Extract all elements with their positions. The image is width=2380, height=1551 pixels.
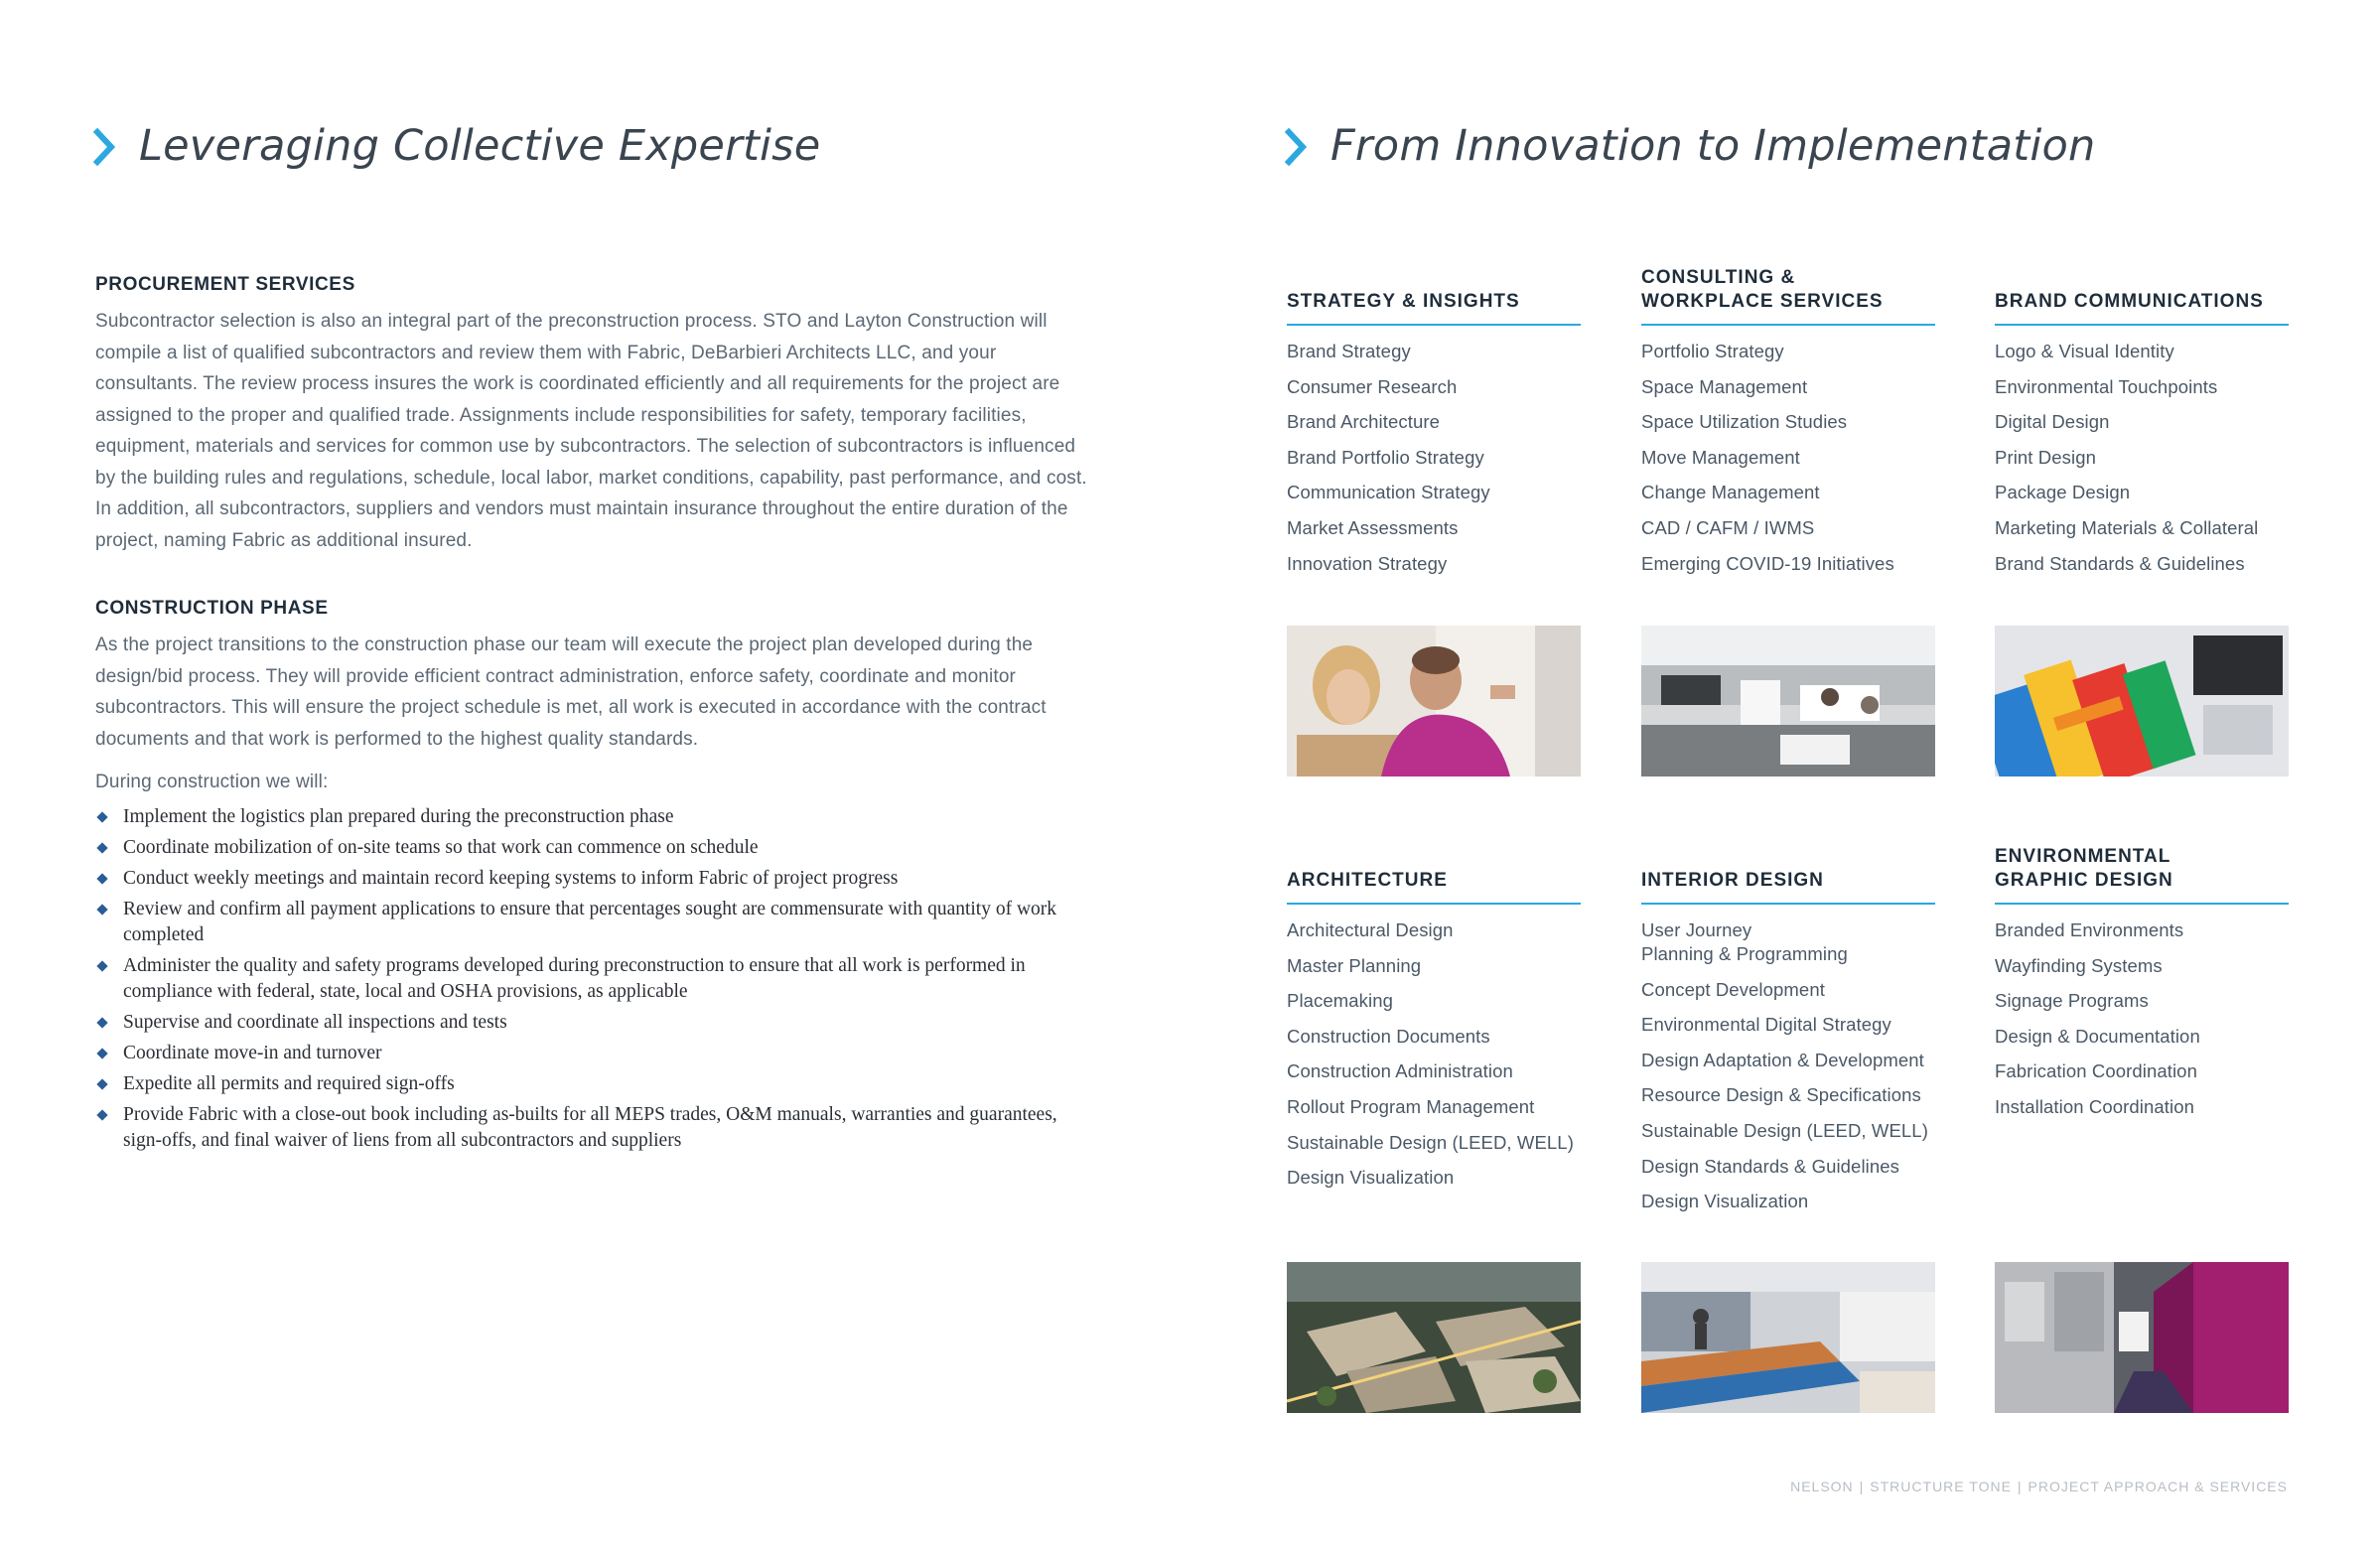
service-title: ARCHITECTURE: [1287, 870, 1448, 891]
service-strategy-insights: [1287, 266, 1581, 587]
service-item: Emerging COVID-19 Initiatives: [1641, 552, 1894, 574]
service-item: Design Visualization: [1641, 1191, 1809, 1212]
service-item: Digital Design: [1995, 411, 2110, 433]
service-item: Communication Strategy: [1287, 482, 1490, 503]
left-heading-text: Leveraging Collective Expertise: [139, 121, 821, 171]
service-item: Brand Portfolio Strategy: [1287, 446, 1484, 468]
diamond-bullet-icon: [96, 1017, 107, 1028]
service-item: Branded Environments: [1995, 919, 2184, 940]
chevron-right-icon: [1285, 128, 1309, 166]
construction-during-intro: During construction we will:: [95, 772, 329, 792]
bullet-item: Administer the quality and safety programs developed during preconstruction to ensure that all work is performed in compliance with federal, state, local and OSHA provisions, as applicable: [95, 953, 1098, 1005]
footer-separator: |: [2017, 1479, 2023, 1494]
footer-section: PROJECT APPROACH & SERVICES: [2028, 1479, 2288, 1494]
photo-aerial-development: [1287, 1262, 1581, 1413]
service-item: Construction Documents: [1287, 1025, 1490, 1047]
service-title: STRATEGY & INSIGHTS: [1287, 291, 1520, 312]
service-item: Marketing Materials & Collateral: [1995, 516, 2259, 538]
service-item: Resource Design & Specifications: [1641, 1084, 1921, 1106]
diamond-bullet-icon: [96, 960, 107, 971]
diamond-bullet-icon: [96, 873, 107, 884]
footer-company: NELSON: [1790, 1479, 1854, 1494]
bullet-item: Coordinate move-in and turnover: [95, 1041, 1098, 1066]
photo-workplace-lounge: [1641, 626, 1935, 776]
service-list: [1995, 918, 2289, 1119]
service-item: Placemaking: [1287, 990, 1394, 1012]
diamond-bullet-icon: [96, 1078, 107, 1089]
service-item: Fabrication Coordination: [1995, 1060, 2197, 1082]
diamond-bullet-icon: [96, 811, 107, 822]
service-item: CAD / CAFM / IWMS: [1641, 516, 1815, 538]
service-item: Design Adaptation & Development: [1641, 1049, 1924, 1070]
service-consulting-workplace: [1641, 266, 1935, 587]
chevron-right-icon: [93, 128, 117, 166]
service-item: Architectural Design: [1287, 919, 1454, 940]
service-list: [1641, 340, 1935, 576]
service-item: Sustainable Design (LEED, WELL): [1641, 1119, 1928, 1141]
service-item: Design Standards & Guidelines: [1641, 1155, 1899, 1177]
service-item: Construction Administration: [1287, 1060, 1513, 1082]
service-item: Sustainable Design (LEED, WELL): [1287, 1131, 1574, 1153]
left-heading: [93, 121, 821, 171]
service-item: Logo & Visual Identity: [1995, 341, 2174, 361]
footer-separator: |: [1859, 1479, 1865, 1494]
bullet-item: Provide Fabric with a close-out book including as-builts for all MEPS trades, O&M manuals, warranties and guarantees, sign-offs, and final waiver of liens from all subcontractors and suppliers: [95, 1102, 1098, 1154]
service-item: Brand Architecture: [1287, 411, 1440, 433]
service-item: Change Management: [1641, 482, 1820, 503]
service-environmental-graphic-design: [1995, 845, 2289, 1131]
bullet-item: Review and confirm all payment applications to ensure that percentages sought are commensurate with quantity of work completed: [95, 897, 1098, 948]
service-item: Package Design: [1995, 482, 2131, 503]
service-item: Market Assessments: [1287, 516, 1459, 538]
service-item: Installation Coordination: [1995, 1095, 2194, 1117]
bullet-item: Implement the logistics plan prepared during the preconstruction phase: [95, 804, 1098, 830]
procurement-title: PROCUREMENT SERVICES: [95, 274, 355, 295]
service-item: Concept Development: [1641, 978, 1825, 1000]
service-item: Move Management: [1641, 446, 1800, 468]
construction-body: As the project transitions to the construction phase our team will execute the project plan developed during the design/bid process. They will provide efficient contract administration, enforce safety, coordinate and monitor subcontractors. This will ensure the project schedule is met, all work is executed in accordance with the contract documents and that work is performed to the highest quality standards.: [95, 634, 1047, 750]
service-title: CONSULTING & WORKPLACE SERVICES: [1641, 267, 1884, 312]
service-item: Rollout Program Management: [1287, 1095, 1535, 1117]
photo-graphic-corridor: [1995, 1262, 2289, 1413]
service-list: [1287, 340, 1581, 576]
service-item: Innovation Strategy: [1287, 552, 1448, 574]
page-footer: [1790, 1479, 2288, 1494]
service-item: Design & Documentation: [1995, 1025, 2200, 1047]
diamond-bullet-icon: [96, 904, 107, 915]
bullet-item: Coordinate mobilization of on-site teams so that work can commence on schedule: [95, 835, 1098, 861]
diamond-bullet-icon: [96, 1109, 107, 1120]
footer-partner: STRUCTURE TONE: [1870, 1479, 2012, 1494]
service-brand-communications: [1995, 266, 2289, 587]
right-heading-text: From Innovation to Implementation: [1330, 121, 2096, 171]
construction-title: CONSTRUCTION PHASE: [95, 598, 329, 619]
service-item: Design Visualization: [1287, 1167, 1455, 1189]
service-item: Portfolio Strategy: [1641, 341, 1784, 361]
service-item: Environmental Digital Strategy: [1641, 1014, 1891, 1036]
service-list: [1287, 918, 1581, 1190]
left-column: [95, 274, 1098, 1159]
service-item: Environmental Touchpoints: [1995, 375, 2218, 397]
photo-workshop-people: [1287, 626, 1581, 776]
service-item: Space Management: [1641, 375, 1808, 397]
service-title: INTERIOR DESIGN: [1641, 870, 1824, 891]
service-architecture: [1287, 845, 1581, 1201]
service-title: BRAND COMMUNICATIONS: [1995, 291, 2264, 312]
right-heading: [1285, 121, 2096, 171]
bullet-item: Conduct weekly meetings and maintain record keeping systems to inform Fabric of project progress: [95, 866, 1098, 892]
service-title: ENVIRONMENTAL GRAPHIC DESIGN: [1995, 846, 2173, 891]
service-list: [1995, 340, 2289, 576]
service-item: Space Utilization Studies: [1641, 411, 1848, 433]
service-interior-design: [1641, 845, 1935, 1225]
service-item: Master Planning: [1287, 954, 1422, 976]
service-item: Signage Programs: [1995, 990, 2149, 1012]
diamond-bullet-icon: [96, 842, 107, 853]
photo-interior-stairs: [1641, 1262, 1935, 1413]
bullet-item: Expedite all permits and required sign-offs: [95, 1071, 1098, 1097]
service-item: User Journey Planning & Programming: [1641, 919, 1848, 964]
service-list: [1641, 918, 1935, 1213]
diamond-bullet-icon: [96, 1048, 107, 1058]
construction-bullet-list: [95, 804, 1098, 1154]
service-item: Brand Strategy: [1287, 341, 1411, 361]
procurement-body: Subcontractor selection is also an integral part of the preconstruction process. STO and Layton Construction will compile a list of qualified subcontractors and review them with Fabric, DeBarbieri Architects LLC, and your consultants. The review process insures the work is coordinated efficiently and all requirements for the project are assigned to the proper and qualified trade. Assignments include responsibilities for safety, temporary facilities, equipment, materials and services for common use by subcontractors. The selection of subcontractors is influenced by the building rules and regulations, schedule, local labor, market conditions, capability, past performance, and cost. In addition, all subcontractors, suppliers and vendors must maintain insurance throughout the entire duration of the project, naming Fabric as additional insured.: [95, 311, 1087, 551]
service-item: Wayfinding Systems: [1995, 954, 2163, 976]
service-item: Brand Standards & Guidelines: [1995, 552, 2245, 574]
service-item: Print Design: [1995, 446, 2096, 468]
photo-brand-materials: [1995, 626, 2289, 776]
bullet-item: Supervise and coordinate all inspections and tests: [95, 1010, 1098, 1036]
service-item: Consumer Research: [1287, 375, 1458, 397]
